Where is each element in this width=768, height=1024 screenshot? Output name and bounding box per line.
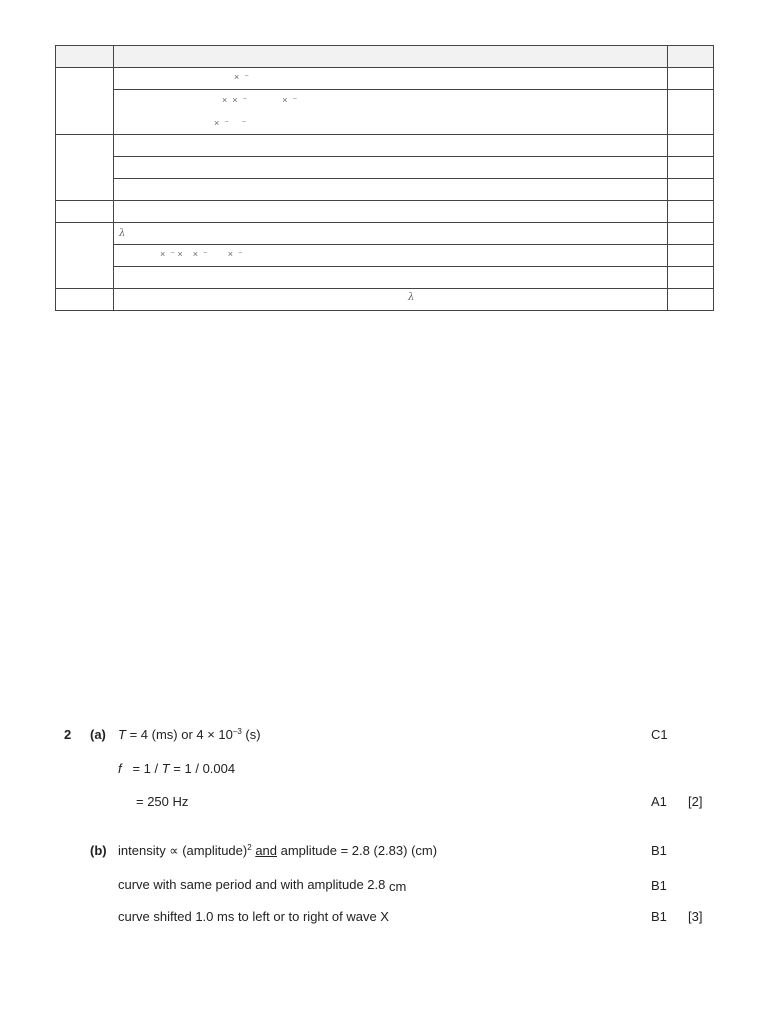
table-header-row <box>56 46 714 68</box>
part-b-line-2: curve with same period and with amplitude 2.8 cm <box>118 877 407 894</box>
marks-cell <box>668 135 714 157</box>
part-b-line-1: intensity ∝ (amplitude)$^2$ and amplitude = 2.8 (2.83) (cm) <box>118 843 438 858</box>
question-cell <box>56 223 114 289</box>
part-a-line-2: f = 1 / T = 1 / 0.004 <box>118 761 236 776</box>
table-row <box>56 201 714 223</box>
marks-cell <box>668 157 714 179</box>
table-row <box>56 245 714 267</box>
answer-cell <box>114 223 668 245</box>
answer-cell <box>114 157 668 179</box>
marks-cell <box>668 68 714 90</box>
part-b-line-3: curve shifted 1.0 ms to left or to right of wave X <box>118 909 389 924</box>
marks-cell <box>668 245 714 267</box>
marks-cell <box>668 179 714 201</box>
answer-text: × ⁻ <box>234 72 250 82</box>
marks-cell <box>668 201 714 223</box>
table-row <box>56 179 714 201</box>
answer-cell <box>114 68 668 90</box>
table-row <box>56 289 714 311</box>
part-b-label: (b) <box>90 843 107 858</box>
table-row <box>56 68 714 90</box>
question-cell <box>56 289 114 311</box>
answer-cell <box>114 135 668 157</box>
lambda-symbol: λ <box>408 292 415 303</box>
answer-cell <box>114 201 668 223</box>
answer-cell <box>114 289 668 311</box>
answer-text: × ⁻ ⁻ <box>214 118 247 128</box>
question-cell <box>56 201 114 223</box>
part-b-total: [3] <box>688 909 703 924</box>
header-marks-cell <box>668 46 714 68</box>
mark-scheme-table <box>55 45 714 311</box>
answer-cell <box>114 267 668 289</box>
table-row <box>56 223 714 245</box>
mark-b1: B1 <box>651 909 667 924</box>
part-a-total: [2] <box>688 794 703 809</box>
part-a-label: (a) <box>90 727 106 742</box>
table-row <box>56 267 714 289</box>
mark-a1: A1 <box>651 794 667 809</box>
mark-b1: B1 <box>651 878 667 893</box>
marks-cell <box>668 267 714 289</box>
header-question-cell <box>56 46 114 68</box>
mark-c1: C1 <box>651 727 668 742</box>
table-row <box>56 135 714 157</box>
marks-cell <box>668 90 714 135</box>
question-cell <box>56 68 114 135</box>
marks-cell <box>668 289 714 311</box>
question-number: 2 <box>64 727 72 742</box>
answer-text: × ⁻ × × ⁻ × ⁻ <box>160 249 243 259</box>
answer-text: × × ⁻ × ⁻ <box>222 95 298 105</box>
part-a-line-3: = 250 Hz <box>136 794 189 809</box>
table-row <box>56 157 714 179</box>
table-row <box>56 90 714 135</box>
lambda-symbol: λ <box>119 228 126 239</box>
mark-b1: B1 <box>651 843 667 858</box>
header-answer-cell <box>114 46 668 68</box>
answer-cell <box>114 245 668 267</box>
marks-cell <box>668 223 714 245</box>
answer-cell <box>114 90 668 135</box>
answer-cell <box>114 179 668 201</box>
question-cell <box>56 135 114 201</box>
part-a-line-1: T = 4 (ms) or $4 \times 10^{-3}$ (s) <box>118 727 261 742</box>
